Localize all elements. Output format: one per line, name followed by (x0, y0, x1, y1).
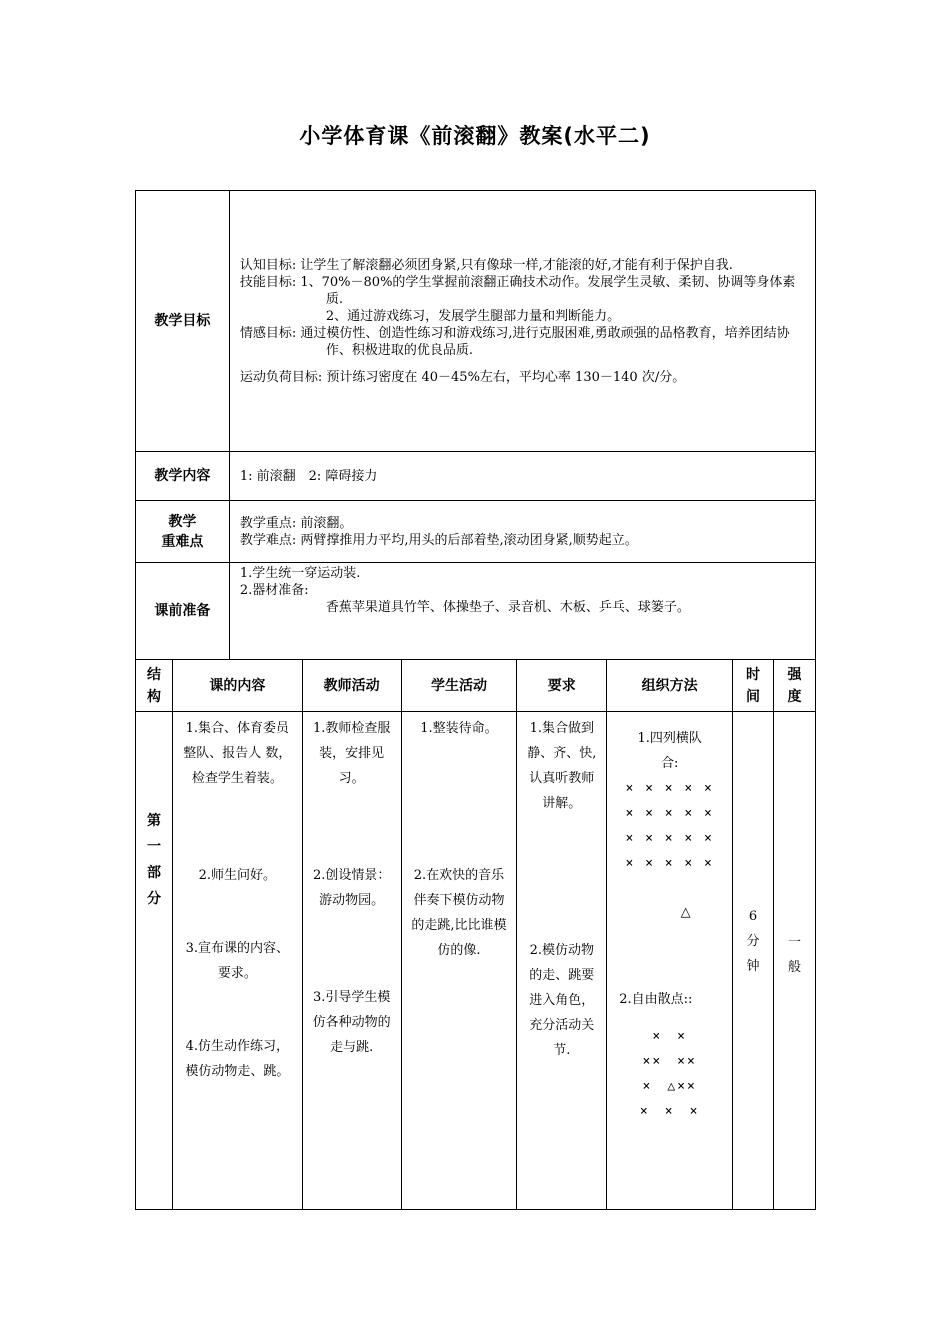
student-item-1: 1.整装待命。 (420, 721, 498, 736)
formation1-row-3: × × × × × (625, 831, 714, 846)
teacher-item-2: 2.创设情景：游动物园。 (312, 868, 391, 908)
content-text: 1: 前滚翻 2: 障碍接力 (229, 452, 815, 501)
header-student: 学生活动 (401, 660, 517, 712)
key-point: 教学重点: 前滚翻。 (239, 515, 353, 531)
header-row (136, 660, 816, 712)
student-item-2: 2.在欢快的音乐伴奏下模仿动物的走跳,比比谁模仿的像. (411, 868, 507, 958)
header-organization: 组织方法 (607, 660, 733, 712)
part1-requirement-cell (517, 712, 607, 1210)
formation1-row-4: × × × × × (625, 856, 714, 871)
difficult-point: 教学难点: 两臂撑推用力平均,用头的后部着垫,滚动团身紧,顺势起立。 (239, 532, 638, 548)
formation2-title: 2.自由散点:: (619, 992, 693, 1007)
part1-intensity-cell (774, 712, 816, 1210)
formation2-row-3: × △×× (642, 1079, 697, 1094)
part1-time-cell (733, 712, 774, 1210)
formation2-row-1: × × (652, 1029, 687, 1044)
key-points-label-line2: 重难点 (161, 533, 204, 550)
objectives-table (135, 190, 816, 660)
objectives-cell (229, 191, 815, 452)
header-time: 时间 (733, 660, 774, 712)
key-points-cell (229, 501, 815, 563)
affective-goal: 情感目标: 通过模仿性、创造性练习和游戏练习,进行克服困难,勇敢顽强的品格教育，培养团结协作、积极进取的优良品质. (239, 325, 790, 358)
content-item-2: 2.师生问好。 (198, 868, 277, 883)
header-requirement: 要求 (517, 660, 607, 712)
skill-goal-1: 技能目标: 1、70%－80%的学生掌握前滚翻正确技术动作。发展学生灵敏、柔韧、协调等身体素质. (239, 274, 796, 307)
header-teacher: 教师活动 (302, 660, 401, 712)
part1-teacher-cell (302, 712, 401, 1210)
formation2-row-2: ×× ×× (642, 1054, 697, 1069)
skill-goal-2: 2、通过游戏练习，发展学生腿部力量和判断能力。 (325, 308, 621, 324)
prep-line2: 2.器材准备: (239, 583, 309, 598)
lesson-table (135, 659, 816, 1210)
prep-label: 课前准备 (136, 563, 230, 660)
part1-content-cell (172, 712, 302, 1210)
row-key-points (136, 501, 816, 563)
part1-student-cell (401, 712, 517, 1210)
row-content (136, 452, 816, 501)
part1-row (136, 712, 816, 1210)
prep-line3: 香蕉苹果道具竹竿、体操垫子、录音机、木板、乒乓、球篓子。 (325, 600, 690, 615)
cognitive-goal: 认知目标: 让学生了解滚翻必须团身紧,只有像球一样,才能滚的好,才能有利于保护自我. (239, 257, 733, 273)
prep-line1: 1.学生统一穿运动装. (239, 566, 361, 581)
header-structure: 结构 (136, 660, 173, 712)
part1-label: 第一部分 (136, 712, 173, 1210)
content-item-3: 3.宣布课的内容、要求。 (185, 941, 290, 981)
formation1-row-2: × × × × × (625, 806, 714, 821)
header-content: 课的内容 (172, 660, 302, 712)
teacher-position-icon: △ (680, 905, 691, 920)
load-goal: 运动负荷目标: 预计练习密度在 40－45%左右，平均心率 130－140 次/分。 (239, 369, 686, 385)
content-item-4: 4.仿生动作练习，模仿动物走、跳。 (185, 1039, 290, 1079)
header-intensity: 强度 (774, 660, 816, 712)
requirement-item-1: 1.集合做到静、齐、快,认真听教师讲解。 (527, 721, 597, 811)
key-points-label (136, 501, 230, 563)
part1-time: 6分钟 (746, 909, 760, 974)
objectives-label: 教学目标 (136, 191, 230, 452)
part1-intensity: 一般 (787, 935, 801, 975)
formation1-title: 1.四列横队合: (637, 731, 702, 771)
formation2-row-4: × × × (639, 1104, 700, 1119)
content-item-1: 1.集合、体育委员整队、报告人 数，检查学生着装。 (183, 721, 292, 786)
key-points-label-line1: 教学 (168, 513, 197, 530)
prep-cell (229, 563, 815, 660)
teacher-item-3: 3.引导学生模仿各种动物的走与跳. (312, 990, 391, 1055)
part1-organization-cell (607, 712, 733, 1210)
formation1-row-1: × × × × × (625, 781, 714, 796)
content-label: 教学内容 (136, 452, 230, 501)
row-prep (136, 563, 816, 660)
row-objectives (136, 191, 816, 452)
page-title: 小学体育课《前滚翻》教案(水平二) (299, 124, 651, 148)
requirement-item-2: 2.模仿动物的走、跳要进入角色，充分活动关节. (529, 943, 595, 1058)
teacher-item-1: 1.教师检查服装，安排见习。 (312, 721, 391, 786)
